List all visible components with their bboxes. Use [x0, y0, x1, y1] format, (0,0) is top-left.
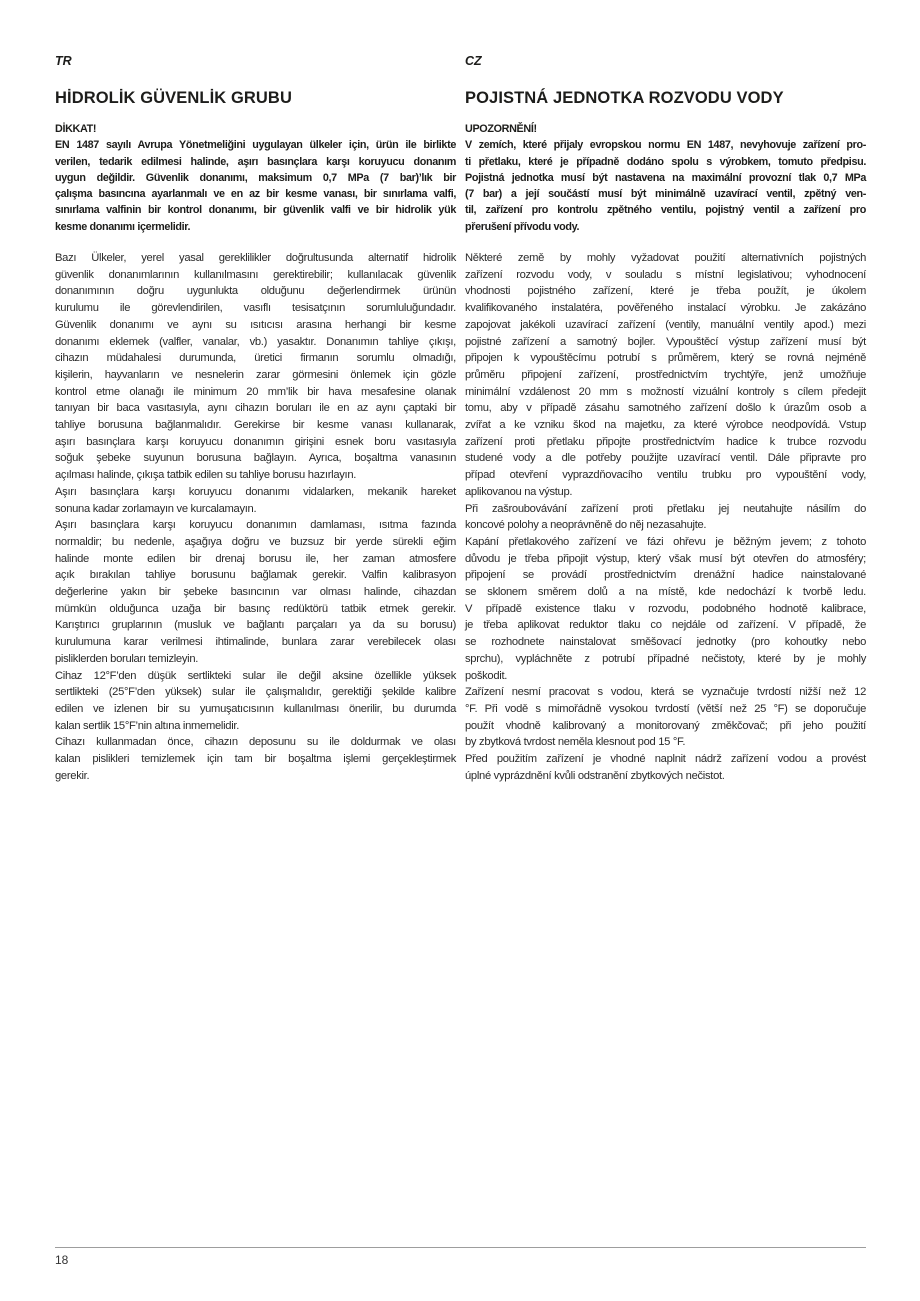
- text-line: připojen k vypouštěcímu potrubí s průměrem, který se rovná nejméně: [465, 352, 866, 365]
- text-line: důvodu je třeba připojit výstup, který však musí být otevřen do atmosféry;: [465, 552, 866, 565]
- footer-divider: [55, 1247, 866, 1248]
- text-line: halinde monte edilen bir drenaj borusu ile, her zaman atmosfere: [55, 552, 456, 565]
- warning-block: [55, 121, 456, 235]
- text-line: minimální vzdálenost 20 mm s možností vizuální kontroly s cílem předejit: [465, 385, 866, 398]
- language-label: CZ: [465, 54, 482, 68]
- warning-line: EN 1487 sayılı Avrupa Yönetmeliğini uygulayan ülkeler için, ürün ile birlikte: [55, 139, 456, 152]
- paragraph: [465, 751, 866, 784]
- text-line: değerlerine yakın bir şebeke basıncının var olması halinde, cihazdan: [55, 586, 456, 599]
- text-line: aplikovanou na výstup.: [465, 485, 573, 498]
- text-line: Aşırı basınçlara karşı koruyucu donanımın damlaması, ısıtma fazında: [55, 519, 456, 532]
- text-line: donanımının doğru uygunlukta olduğunu değerlendirmek ürünün: [55, 285, 456, 298]
- text-line: koncové polohy a neoprávněně do něj nezasahujte.: [465, 519, 707, 532]
- warning-line: ti přetlaku, které je případně dodáno spolu s výrobkem, tomuto předpisu.: [465, 155, 866, 168]
- text-line: kurulumu ile görevlendirilen, vasıflı tesisatçının sorumluluğundadır.: [55, 302, 456, 315]
- warning-line: (7 bar) a její součástí musí být minimálně uzavírací ventil, zpětný ven-: [465, 188, 866, 201]
- text-line: °F. Při vodě s mimořádně vysokou tvrdostí (větší než 25 °F) se doporučuje: [465, 702, 866, 715]
- text-line: soğuk şebeke suyunun borusuna bağlayın. Ayrıca, boşaltma vanasının: [55, 452, 456, 465]
- text-line: Zařízení nesmí pracovat s vodou, která se vyznačuje tvrdostí nižší než 12: [465, 686, 866, 699]
- text-line: případ otevření vyprazdňovacího ventilu trubku pro vypouštění vody,: [465, 469, 866, 482]
- paragraph: [55, 250, 456, 484]
- text-line: Kapání přetlakového zařízení ve fázi ohřevu je běžným jevem; z tohoto: [465, 535, 866, 548]
- text-line: tahliye borusuna bağlanmalıdır. Gerekirse bir kesme vanası kullanarak,: [55, 419, 456, 432]
- warning-text: [55, 137, 456, 235]
- text-line: Karıştırıcı gruplarının (musluk ve bağlantı parçaları ya da su borusu): [55, 619, 456, 632]
- text-line: poškodit.: [465, 669, 508, 682]
- warning-line: kesme donanımı içermelidir.: [55, 220, 191, 233]
- text-line: zapojovat jakékoli uzavírací zařízení (ventily, manuální ventily apod.) mezi: [465, 318, 866, 331]
- warning-heading: UPOZORNĚNÍ!: [465, 123, 537, 135]
- text-line: průměru připojení zařízení, prostřednictvím trychtýře, jenž umožňuje: [465, 368, 866, 381]
- warning-line: verilen, tedarik edilmesi halinde, aşırı basınçlara karşı koruyucu donanım: [55, 155, 456, 168]
- body-text: [55, 250, 456, 785]
- text-line: normaldir; bu nedenle, aşağıya doğru ve buzsuz bir yerde sürekli eğim: [55, 535, 456, 548]
- text-line: kurulumuna karar verilmesi ihtimalinde, bunlara zarar verebilecek olası: [55, 636, 456, 649]
- text-line: kalan pislikleri temizlemek için tam bir boşaltma işlemi gerçekleştirmek: [55, 753, 456, 766]
- text-line: úplné vyprázdnění kvůli odstranění zbytkových nečistot.: [465, 769, 725, 782]
- text-line: by zbytková tvrdost neměla klesnout pod 15 °F.: [465, 736, 686, 749]
- paragraph: [55, 734, 456, 784]
- text-line: zvířat a ke vzniku škod na majetku, za které výrobce neodpovídá. Vstup: [465, 419, 866, 432]
- text-line: cihazın müdahalesi durumunda, üretici firmanın sorumlu olmadığı,: [55, 352, 456, 365]
- text-line: vhodnosti pojistného zařízení, které je třeba použít, je úkolem: [465, 285, 866, 298]
- text-line: mümkün olduğunca uzağa bir basınç redüktörü tatbik etmek gerekir.: [55, 602, 456, 615]
- paragraph: [55, 484, 456, 517]
- warning-line: çalışma basıncına ayarlanmalı ve en az bir kesme vanası, bir sınırlama valfi,: [55, 188, 456, 201]
- text-line: tanıyan bir baca vasıtasıyla, aynı cihazın boruları ile en az aynı çaptaki bir: [55, 402, 456, 415]
- warning-line: Pojistná jednotka musí být nastavena na maximální provozní tlak 0,7 MPa: [465, 171, 866, 184]
- text-line: použít vhodně kalibrovaný a monitorovaný změkčovač; při jeho použití: [465, 719, 866, 732]
- warning-heading: DİKKAT!: [55, 123, 97, 135]
- text-line: açılması halinde, çıkışa tatbik edilen su tahliye borusu hazırlayın.: [55, 469, 357, 482]
- text-line: Při zašroubovávání zařízení proti přetlaku jej neutahujte násilím do: [465, 502, 866, 515]
- text-line: V případě existence tlaku v rozvodu, podobného hodnotě kalibrace,: [465, 602, 866, 615]
- text-line: Güvenlik donanımı ve aynı su ısıtıcısı arasına herhangi bir kesme: [55, 318, 456, 331]
- text-line: kontrol etme olanağı ile minimum 20 mm’lik bir hava mesafesine olanak: [55, 385, 456, 398]
- text-line: sertlikteki (25°F’den yüksek) sular ile çalışmalıdır, gerektiği şekilde kalibre: [55, 686, 456, 699]
- warning-line: uygun değildir. Güvenlik donanımı, maksimum 0,7 MPa (7 bar)’lık bir: [55, 171, 456, 184]
- paragraph: [465, 250, 866, 501]
- text-line: připojení se provádí prostřednictvím drenážní hadice nainstalované: [465, 569, 866, 582]
- language-label: TR: [55, 54, 72, 68]
- text-line: studené vody a dle potřeby použijte uzavírací ventil. Dále připravte pro: [465, 452, 866, 465]
- text-line: Cihazı kullanmadan önce, cihazın deposunu su ile doldurmak ve olası: [55, 736, 456, 749]
- warning-line: přerušení přívodu vody.: [465, 220, 580, 233]
- paragraph: [465, 684, 866, 751]
- warning-block: [465, 121, 866, 235]
- text-line: Některé země by mohly vyžadovat použití alternativních pojistných: [465, 252, 866, 264]
- text-line: sprchu), vypláchněte z potrubí případné nečistoty, které by je mohly: [465, 652, 866, 665]
- text-line: zařízení rozvodu vody, v souladu s místní legislativou; vyhodnocení: [465, 268, 866, 281]
- text-line: pisliklerden boruları temizleyin.: [55, 652, 199, 665]
- section-title: POJISTNÁ JEDNOTKA ROZVODU VODY: [465, 89, 784, 107]
- text-line: açık bırakılan tahliye borusunu bağlamak gerekir. Valfin kalibrasyon: [55, 569, 456, 582]
- text-line: zařízení proti přetlaku připojte prostřednictvím hadice k trubce rozvodu: [465, 435, 866, 448]
- text-line: donanımı eklemek (valfler, vanalar, vb.) yasaktır. Donanımın tahliye çıkışı,: [55, 335, 456, 348]
- text-line: se rozhodnete nainstalovat směšovací jednotky (pro kohoutky nebo: [465, 636, 866, 649]
- warning-line: til, zařízení pro kontrolu zpětného ventilu, pojistný ventil a zařízení pro: [465, 204, 866, 217]
- text-line: pojistné zařízení a samotný bojler. Vypouštěcí výstup zařízení musí být: [465, 335, 866, 348]
- text-line: Aşırı basınçlara karşı koruyucu donanımı vidalarken, mekanik hareket: [55, 485, 456, 498]
- text-line: Bazı Ülkeler, yerel yasal gereklilikler doğrultusunda alternatif hidrolik: [55, 252, 456, 264]
- text-line: aşırı basınçlara karşı koruyucu donanımın girişini esnek boru vasıtasıyla: [55, 435, 456, 448]
- paragraph: [465, 501, 866, 534]
- text-line: Cihaz 12°F’den düşük sertlikteki sular ile değil aksine özellikle yüksek: [55, 669, 456, 682]
- warning-line: sınırlama valfinin bir kontrol donanımı, bir güvenlik valfi ve bir hidrolik yük: [55, 204, 456, 217]
- text-line: Před použitím zařízení je vhodné naplnit nádrž zařízení vodou a provést: [465, 753, 866, 766]
- text-line: je třeba aplikovat reduktor tlaku co nejdále od zařízení. V případě, že: [465, 619, 866, 632]
- text-line: edilen ve izlenen bir su yumuşatıcısının kullanılması önerilir, bu durumda: [55, 702, 456, 715]
- text-line: se sklonem směrem dolů a na místě, kde nedochází k tvorbě ledu.: [465, 586, 866, 599]
- warning-text: [465, 137, 866, 235]
- text-line: tomu, aby v případě zásahu samotného zařízení došlo k úrazům osob a: [465, 402, 866, 415]
- warning-line: V zemích, které přijaly evropskou normu EN 1487, nevyhovuje zařízení pro-: [465, 139, 866, 152]
- body-text: [465, 250, 866, 785]
- paragraph: [55, 668, 456, 735]
- text-line: sonuna kadar zorlamayın ve kurcalamayın.: [55, 502, 257, 515]
- paragraph: [55, 517, 456, 667]
- text-line: kvalifikovaného instalatéra, pověřeného instalací výrobku. Je zakázáno: [465, 302, 866, 315]
- text-line: kalan sertlik 15°F’nin altına inmemelidir.: [55, 719, 240, 732]
- section-title: HİDROLİK GÜVENLİK GRUBU: [55, 89, 292, 107]
- text-line: kişilerin, hayvanların ve nesnelerin zarar görmesini önlemek için gözle: [55, 368, 456, 381]
- text-line: gerekir.: [55, 769, 90, 782]
- text-line: güvenlik donanımlarının kullanılmasını gerektirebilir; kullanılacak güvenlik: [55, 268, 456, 281]
- paragraph: [465, 534, 866, 684]
- page-number: 18: [55, 1253, 69, 1267]
